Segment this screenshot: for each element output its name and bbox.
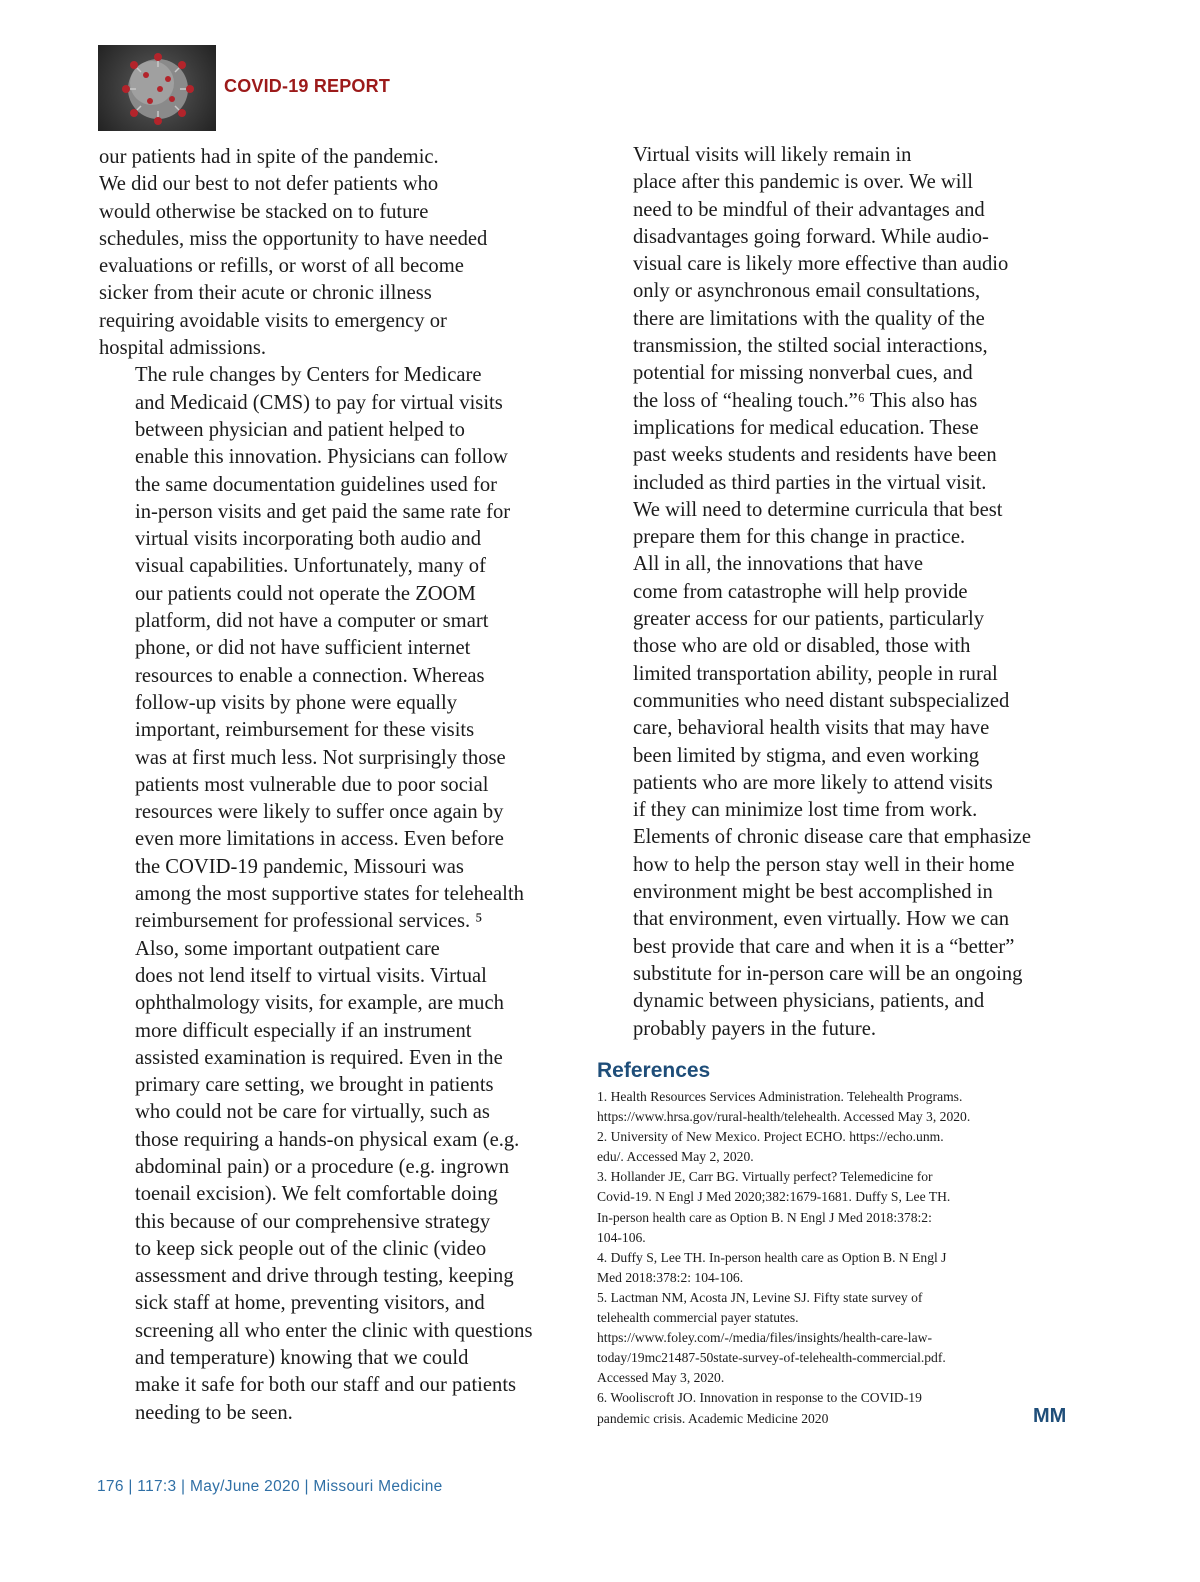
reference-line: 2. University of New Mexico. Project ECHO. https://echo.unm. — [597, 1129, 944, 1145]
text-line: been limited by stigma, and even working — [633, 744, 980, 767]
text-line: ophthalmology visits, for example, are much — [135, 992, 504, 1015]
text-line: need to be mindful of their advantages and — [633, 198, 985, 221]
references-list — [597, 1087, 1037, 1429]
text-line: important, reimbursement for these visits — [135, 719, 475, 742]
text-line: dynamic between physicians, patients, and — [633, 990, 985, 1013]
text-line: Also, some important outpatient care — [135, 937, 440, 960]
text-line: probably payers in the future. — [633, 1017, 877, 1040]
text-line: follow-up visits by phone were equally — [135, 691, 457, 714]
text-line: the COVID-19 pandemic, Missouri was — [135, 855, 464, 878]
text-line: enable this innovation. Physicians can follow — [135, 446, 508, 469]
text-line: if they can minimize lost time from work. — [633, 799, 978, 822]
text-line: come from catastrophe will help provide — [633, 580, 968, 603]
text-line: best provide that care and when it is a “better” — [633, 935, 1015, 958]
text-line: would otherwise be stacked on to future — [99, 200, 429, 223]
text-line: hospital admissions. — [99, 337, 267, 360]
text-line: those who are old or disabled, those with — [633, 635, 971, 658]
reference-line: Covid-19. N Engl J Med 2020;382:1679-1681. Duffy S, Lee TH. — [597, 1189, 951, 1205]
reference-line: edu/. Accessed May 2, 2020. — [597, 1149, 754, 1165]
reference-line: 104-106. — [597, 1229, 646, 1245]
text-line: toenail excision). We felt comfortable doing — [135, 1183, 498, 1206]
text-line: in-person visits and get paid the same rate for — [135, 500, 511, 523]
reference-line: 6. Wooliscroft JO. Innovation in response to the COVID-19 — [597, 1390, 922, 1406]
text-line: substitute for in-person care will be an ongoing — [633, 962, 1023, 985]
text-line: prepare them for this change in practice. — [633, 526, 966, 549]
text-line: between physician and patient helped to — [135, 418, 465, 441]
text-line: limited transportation ability, people in rural — [633, 662, 998, 685]
text-line: All in all, the innovations that have — [633, 553, 923, 576]
virus-illustration — [98, 45, 216, 131]
end-mark: MM — [1033, 1405, 1067, 1427]
text-line: screening all who enter the clinic with questions — [135, 1319, 533, 1342]
text-line: communities who need distant subspecialized — [633, 689, 1010, 712]
reference-line: 3. Hollander JE, Carr BG. Virtually perfect? Telemedicine for — [597, 1169, 933, 1185]
reference-line: https://www.foley.com/-/media/files/insights/health-care-law- — [597, 1330, 932, 1346]
text-line: to keep sick people out of the clinic (video — [135, 1237, 487, 1260]
text-line: make it safe for both our staff and our patients — [135, 1374, 517, 1397]
reference-line: today/19mc21487-50state-survey-of-telehealth-commercial.pdf. — [597, 1350, 946, 1366]
text-line: resources to enable a connection. Whereas — [135, 664, 485, 687]
text-line: among the most supportive states for telehealth — [135, 883, 524, 906]
text-line: was at first much less. Not surprisingly those — [135, 746, 506, 769]
text-line: phone, or did not have sufficient internet — [135, 637, 471, 660]
text-line: resources were likely to suffer once again by — [135, 801, 504, 824]
text-line: greater access for our patients, particularly — [633, 608, 985, 631]
text-line: We did our best to not defer patients who — [99, 173, 439, 196]
text-line: requiring avoidable visits to emergency or — [99, 309, 447, 332]
text-line: place after this pandemic is over. We will — [633, 171, 973, 194]
text-line: more difficult especially if an instrument — [135, 1019, 472, 1042]
text-line: Virtual visits will likely remain in — [633, 144, 912, 166]
text-line: platform, did not have a computer or smart — [135, 610, 489, 633]
coronavirus-image — [98, 45, 216, 131]
text-line: evaluations or refills, or worst of all become — [99, 255, 464, 278]
text-line: the same documentation guidelines used for — [135, 473, 498, 496]
section-title: COVID-19 REPORT — [224, 76, 391, 96]
text-line: abdominal pain) or a procedure (e.g. ingrown — [135, 1155, 509, 1178]
reference-line: 1. Health Resources Services Administration. Telehealth Programs. — [597, 1089, 963, 1104]
text-line: reimbursement for professional services. ⁵ — [135, 910, 483, 933]
text-line: even more limitations in access. Even before — [135, 828, 504, 851]
text-line: We will need to determine curricula that best — [633, 498, 1003, 521]
reference-line: 4. Duffy S, Lee TH. In-person health care as Option B. N Engl J — [597, 1249, 947, 1265]
reference-line: https://www.hrsa.gov/rural-health/telehealth. Accessed May 3, 2020. — [597, 1109, 971, 1125]
paragraph — [99, 936, 539, 1427]
paragraph — [99, 144, 539, 362]
text-line: sicker from their acute or chronic illness — [99, 282, 432, 305]
text-line: does not lend itself to virtual visits. Virtual — [135, 964, 487, 987]
text-line: sick staff at home, preventing visitors, and — [135, 1292, 485, 1315]
reference-line: Med 2018:378:2: 104-106. — [597, 1269, 744, 1285]
text-line: those requiring a hands-on physical exam (e.g. — [135, 1128, 520, 1151]
paragraph — [99, 362, 539, 935]
text-line: and Medicaid (CMS) to pay for virtual visits — [135, 391, 503, 414]
page-footer: 176 | 117:3 | May/June 2020 | Missouri Medicine — [97, 1478, 443, 1495]
text-line: environment might be best accomplished in — [633, 881, 993, 904]
text-line: Elements of chronic disease care that emphasize — [633, 826, 1031, 849]
text-line: assisted examination is required. Even in the — [135, 1046, 503, 1069]
text-line: care, behavioral health visits that may have — [633, 717, 990, 740]
text-line: needing to be seen. — [135, 1401, 293, 1424]
text-line: our patients could not operate the ZOOM — [135, 582, 476, 605]
reference-line: In-person health care as Option B. N Engl J Med 2018:378:2: — [597, 1209, 932, 1225]
text-line: patients who are more likely to attend visits — [633, 771, 993, 794]
text-line: that environment, even virtually. How we can — [633, 908, 1010, 931]
text-line: this because of our comprehensive strategy — [135, 1210, 491, 1233]
reference-line: 5. Lactman NM, Acosta JN, Levine SJ. Fifty state survey of — [597, 1289, 923, 1305]
text-line: who could not be care for virtually, such as — [135, 1101, 490, 1124]
reference-line: Accessed May 3, 2020. — [597, 1370, 725, 1386]
text-line: implications for medical education. These — [633, 416, 979, 439]
text-line: how to help the person stay well in their home — [633, 853, 1015, 876]
text-line: there are limitations with the quality of the — [633, 307, 985, 330]
text-line: visual care is likely more effective than audio — [633, 253, 1009, 276]
text-line: past weeks students and residents have been — [633, 444, 997, 467]
left-text-column — [99, 144, 539, 1427]
text-line: primary care setting, we brought in patients — [135, 1074, 494, 1097]
text-line: transmission, the stilted social interactions, — [633, 335, 988, 358]
text-line: schedules, miss the opportunity to have needed — [99, 227, 488, 250]
text-line: patients most vulnerable due to poor social — [135, 773, 489, 796]
text-line: disadvantages going forward. While audio- — [633, 225, 989, 248]
paragraph — [597, 551, 1037, 1042]
paragraph — [597, 142, 1037, 551]
text-line: The rule changes by Centers for Medicare — [135, 364, 482, 387]
text-line: potential for missing nonverbal cues, and — [633, 362, 973, 385]
reference-line: pandemic crisis. Academic Medicine 2020 — [597, 1410, 829, 1426]
text-line: included as third parties in the virtual visit. — [633, 471, 987, 494]
text-line: only or asynchronous email consultations, — [633, 280, 981, 303]
text-line: assessment and drive through testing, keeping — [135, 1265, 514, 1288]
text-line: the loss of “healing touch.”⁶ This also has — [633, 389, 978, 412]
text-line: and temperature) knowing that we could — [135, 1347, 469, 1370]
references-heading: References — [597, 1059, 711, 1082]
text-line: virtual visits incorporating both audio and — [135, 528, 482, 551]
text-line: our patients had in spite of the pandemic. — [99, 146, 439, 168]
reference-line: telehealth commercial payer statutes. — [597, 1310, 799, 1326]
right-text-column — [597, 142, 1037, 1043]
text-line: visual capabilities. Unfortunately, many of — [135, 555, 486, 578]
